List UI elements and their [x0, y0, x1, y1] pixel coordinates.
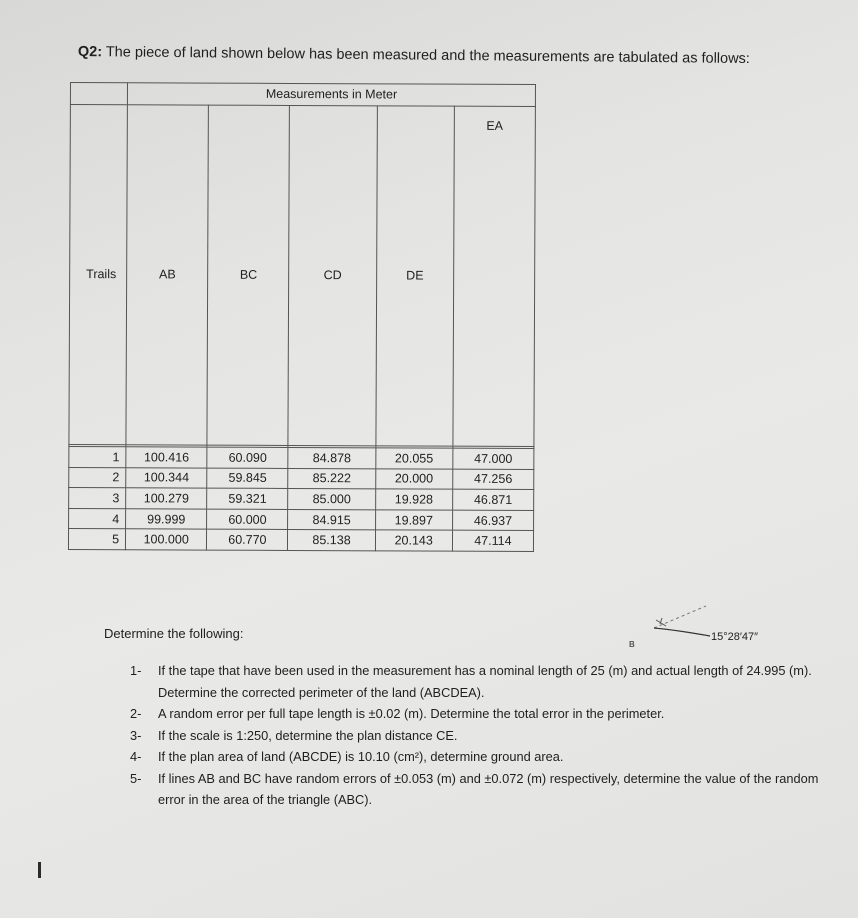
table-row [69, 488, 534, 511]
trail-cell: 5 [68, 529, 125, 550]
table-row [69, 508, 534, 531]
value-cell: 99.999 [126, 509, 207, 530]
column-header-ab: AB [126, 104, 209, 445]
value-cell: 100.344 [126, 467, 207, 488]
column-header-ea: EA [486, 119, 504, 134]
value-cell: 19.928 [375, 489, 452, 510]
column-header-bc: BC [207, 105, 290, 446]
value-cell: 60.770 [207, 529, 288, 550]
table-row [69, 467, 534, 490]
value-cell: 100.416 [126, 447, 207, 468]
value-cell: 85.138 [288, 530, 375, 551]
column-header-cd: CD [288, 105, 377, 446]
list-item: 3- If the scale is 1:250, determine the plan distance CE. [130, 727, 458, 743]
list-item: 1- If the tape that have been used in the measurement has a nominal length of 25 (m) and actual length of 24.995 (m). Determine the corrected perimeter of the land (ABCDEA). [130, 663, 812, 700]
determine-heading: Determine the following: [104, 626, 244, 641]
value-cell: 20.055 [375, 448, 452, 469]
table-row [68, 529, 533, 552]
value-cell: 85.222 [288, 468, 375, 489]
value-cell: 84.915 [288, 509, 375, 530]
value-cell: 84.878 [288, 448, 375, 469]
question-heading [78, 44, 838, 68]
value-cell: 47.256 [453, 469, 534, 490]
table-caption: Measurements in Meter [128, 83, 536, 106]
trail-cell: 1 [69, 447, 126, 468]
angle-label: 15°28′47″ [711, 631, 759, 643]
trail-cell: 3 [69, 488, 126, 509]
value-cell: 100.000 [126, 529, 207, 550]
value-cell: 85.000 [288, 489, 375, 510]
measurements-table [68, 82, 536, 552]
row-header-trails: Trails [69, 104, 128, 445]
list-item: 5- If lines AB and BC have random errors of ±0.053 (m) and ±0.072 (m) respectively, determine the value of the random error in the area of the triangle (ABC). [130, 770, 819, 807]
question-number: Q2: [77, 44, 103, 61]
trail-cell: 4 [69, 508, 126, 529]
column-header-de: DE [376, 105, 455, 446]
value-cell: 59.845 [207, 468, 288, 489]
question-items [130, 660, 830, 811]
list-item: 4- If the plan area of land (ABCDE) is 10.10 (cm²), determine ground area. [130, 749, 564, 764]
value-cell: 47.114 [452, 531, 533, 552]
value-cell: 19.897 [375, 510, 452, 531]
value-cell: 20.000 [375, 469, 452, 490]
value-cell: 60.090 [207, 447, 288, 468]
value-cell: 46.937 [452, 510, 533, 531]
value-cell: 46.871 [452, 489, 533, 510]
page-edge-mark [38, 862, 41, 878]
value-cell: 60.000 [207, 509, 288, 530]
value-cell: 100.279 [126, 488, 207, 509]
value-cell: 20.143 [375, 530, 452, 551]
trail-cell: 2 [69, 467, 126, 488]
list-item: 2- A random error per full tape length is ±0.02 (m). Determine the total error in the perimeter. [130, 706, 665, 721]
table-corner-cell [70, 83, 127, 105]
table-row [69, 447, 534, 470]
angle-vertex-label: B [629, 640, 635, 649]
value-cell: 59.321 [207, 488, 288, 509]
question-text: The piece of land shown below has been measured and the measurements are tabulated as follows: [105, 44, 750, 68]
value-cell: 47.000 [453, 448, 534, 469]
